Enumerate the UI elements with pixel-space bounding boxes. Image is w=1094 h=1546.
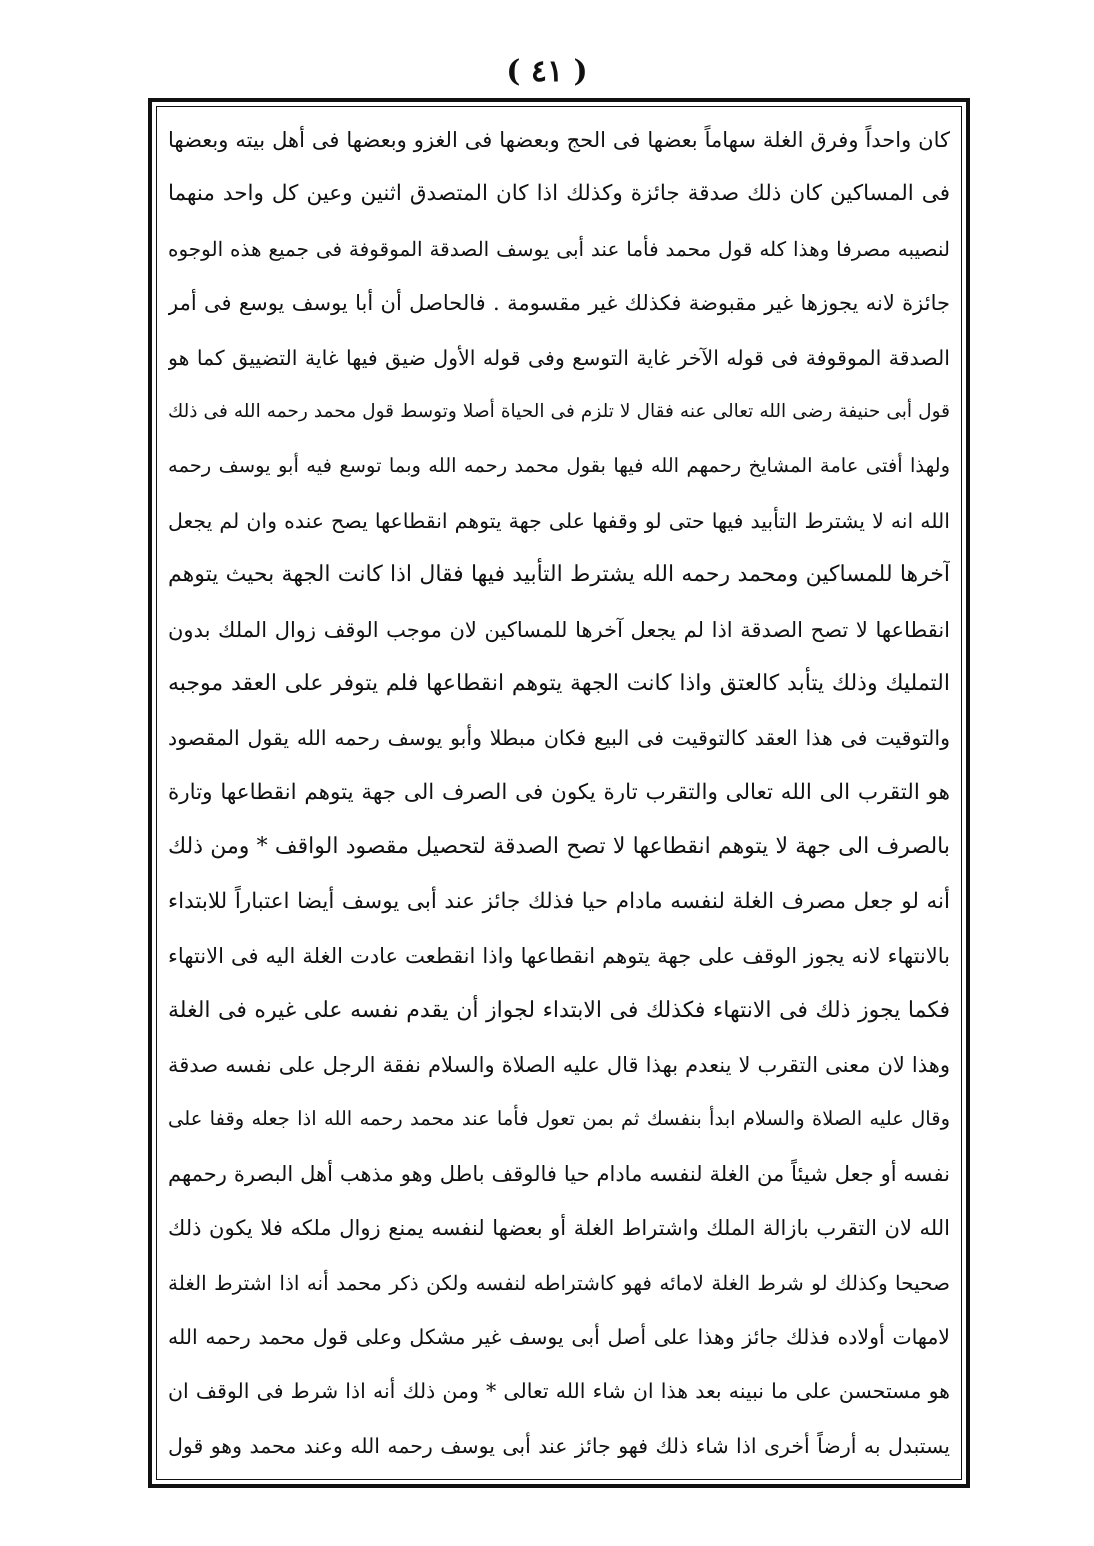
text-line: صحيحا وكذلك لو شرط الغلة لامائه فهو كاشتراطه لنفسه ولكن ذكر محمد أنه اذا اشترط الغلة <box>168 1270 950 1295</box>
text-line: وهذا لان معنى التقرب لا ينعدم بهذا قال عليه الصلاة والسلام نفقة الرجل على نفسه صدقة <box>168 1052 950 1077</box>
text-line: كان واحداً وفرق الغلة سهاماً بعضها فى الحج وبعضها فى الغزو وبعضها فى أهل بيته وبعضها <box>168 128 950 152</box>
text-line: أنه لو جعل مصرف الغلة لنفسه مادام حيا فذلك جائز عند أبى يوسف أيضا اعتباراً للابتداء <box>168 888 950 914</box>
text-line: التمليك وذلك يتأبد كالعتق واذا كانت الجهة يتوهم انقطاعها فلم يتوفر على العقد موجبه <box>168 671 950 697</box>
text-line: لنصيبه مصرفا وهذا كله قول محمد فأما عند أبى يوسف الصدقة الموقوفة فى جميع هذه الوجوه <box>168 236 950 261</box>
text-line: آخرها للمساكين ومحمد رحمه الله يشترط التأبيد فيها فقال اذا كانت الجهة بحيث يتوهم <box>168 562 950 588</box>
text-line: يستبدل به أرضاً أخرى اذا شاء ذلك فهو جائز عند أبى يوسف رحمه الله وعند محمد وهو قول <box>168 1433 950 1458</box>
text-line: هو التقرب الى الله تعالى والتقرب تارة يكون فى الصرف الى جهة يتوهم انقطاعها وتارة <box>168 779 950 805</box>
text-line: فكما يجوز ذلك فى الانتهاء فكذلك فى الابتداء لجواز أن يقدم نفسه على غيره فى الغلة <box>168 997 950 1023</box>
text-line: جائزة لانه يجوزها غير مقبوضة فكذلك غير مقسومة . فالحاصل أن أبا يوسف يوسع فى أمر <box>168 291 950 316</box>
text-block <box>168 120 950 1466</box>
page-number: ( ٤١ ) <box>506 54 588 89</box>
text-line: الصدقة الموقوفة فى قوله الآخر غاية التوسع وفى قوله الأول ضيق فيها غاية التضييق كما هو <box>168 345 950 370</box>
text-line: قول أبى حنيفة رضى الله تعالى عنه فقال لا تلزم فى الحياة أصلا وتوسط قول محمد رحمه الله فى ذلك <box>168 401 950 423</box>
text-line: الله لان التقرب بازالة الملك واشتراط الغلة أو بعضها لنفسه يمنع زوال ملكه فلا يكون ذلك <box>168 1216 950 1241</box>
text-line: بالصرف الى جهة لا يتوهم انقطاعها لا تصح الصدقة لتحصيل مقصود الواقف * ومن ذلك <box>168 834 950 860</box>
text-line: وقال عليه الصلاة والسلام ابدأ بنفسك ثم بمن تعول فأما عند محمد رحمه الله اذا جعله وقفا على <box>168 1107 950 1131</box>
text-line: بالانتهاء لانه يجوز الوقف على جهة يتوهم انقطاعها واذا انقطعت عادت الغلة اليه فى الانتهاء <box>168 944 950 969</box>
text-line: هو مستحسن على ما نبينه بعد هذا ان شاء الله تعالى * ومن ذلك أنه اذا شرط فى الوقف ان <box>168 1379 950 1404</box>
text-line: والتوقيت فى هذا العقد كالتوقيت فى البيع فكان مبطلا وأبو يوسف رحمه الله يقول المقصود <box>168 726 950 751</box>
text-line: فى المساكين كان ذلك صدقة جائزة وكذلك اذا كان المتصدق اثنين وعين كل واحد منهما <box>168 181 950 207</box>
text-line: ولهذا أفتى عامة المشايخ رحمهم الله فيها بقول محمد رحمه الله وبما توسع فيه أبو يوسف رحمه <box>168 454 950 478</box>
text-line: الله انه لا يشترط التأبيد فيها حتى لو وقفها على جهة يتوهم انقطاعها يصح عنده وان لم يجعل <box>168 508 950 533</box>
text-line: انقطاعها لا تصح الصدقة اذا لم يجعل آخرها للمساكين لان موجب الوقف زوال الملك بدون <box>168 617 950 642</box>
text-line: نفسه أو جعل شيئاً من الغلة لنفسه مادام حيا فالوقف باطل وهو مذهب أهل البصرة رحمهم <box>168 1161 950 1186</box>
text-line: لامهات أولاده فذلك جائز وهذا على أصل أبى يوسف غير مشكل وعلى قول محمد رحمه الله <box>168 1324 950 1349</box>
